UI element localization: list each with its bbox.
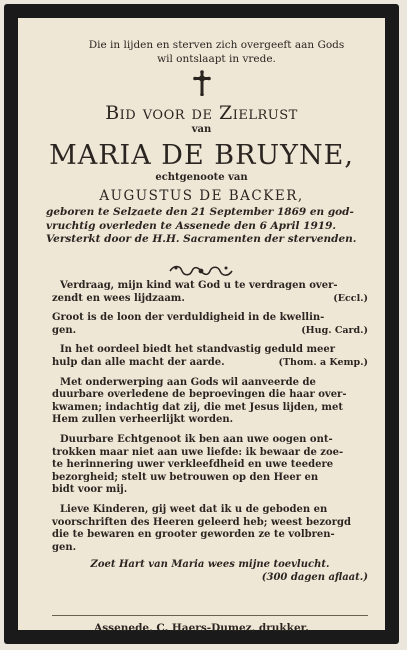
paragraph-kinderen bbox=[52, 504, 368, 554]
text-line: In het oordeel biedt het standvastig geduld meer bbox=[60, 344, 336, 356]
paragraph-eccl bbox=[52, 280, 368, 305]
text-line: Verdraag, mijn kind wat God u te verdragen over- bbox=[60, 280, 338, 291]
text-line bbox=[52, 293, 368, 306]
text-line: bezorgheid; stelt uw betrouwen op den Heer en bbox=[52, 471, 319, 483]
text-line: trokken maar niet aan uwe liefde: ik bewaar de zoe- bbox=[52, 446, 344, 458]
epigraph-line: Die in lijden en sterven zich overgeeft aan Gods bbox=[88, 39, 345, 51]
paragraph-onderwerping bbox=[52, 377, 368, 427]
printer-credit: Assenede, C. Haers-Dumez, drukker. bbox=[94, 622, 309, 634]
scroll-ornament-icon bbox=[168, 263, 234, 279]
epigraph-line: wil ontslaapt in vrede. bbox=[157, 53, 276, 65]
indulgence: (300 dagen aflaat.) bbox=[261, 571, 368, 583]
text-line-part: zendt en wees lijdzaam. bbox=[52, 292, 185, 304]
heading: Bid voor de Zielrust bbox=[105, 102, 298, 124]
text-line: voorschriften des Heeren geleerd heb; weest bezorgd bbox=[52, 516, 351, 528]
card-paper bbox=[18, 18, 385, 634]
prayer: Zoet Hart van Maria wees mijne toevlucht. bbox=[90, 559, 330, 571]
text-line: die te bewaren en grooter geworden ze te volbren- bbox=[52, 529, 335, 541]
van-label: van bbox=[191, 124, 212, 135]
text-line-part: gen. bbox=[52, 324, 77, 336]
text-line: Hem zullen verheerlijkt worden. bbox=[52, 414, 234, 426]
birth-death-details bbox=[46, 206, 361, 247]
text-line: kwamen; indachtig dat zij, die met Jesus lijden, met bbox=[52, 401, 343, 413]
text-line: Lieve Kinderen, gij weet dat ik u de geboden en bbox=[60, 503, 328, 515]
text-line: te herinnering uwer verkleefdheid en uwe teedere bbox=[52, 459, 334, 471]
memorial-card bbox=[4, 4, 399, 644]
text-line: gen. bbox=[52, 541, 77, 553]
text-line: Met onderwerping aan Gods wil aanveerde de bbox=[60, 376, 316, 388]
deceased-name: MARIA DE BRUYNE, bbox=[49, 140, 354, 171]
text-line: Duurbare Echtgenoot ik ben aan uwe oogen ont- bbox=[60, 433, 333, 445]
text-body bbox=[52, 280, 368, 584]
divider bbox=[52, 615, 368, 616]
text-line bbox=[52, 325, 368, 338]
born-line: geboren te Selzaete den 21 September 1869 en god- bbox=[46, 206, 354, 218]
text-line: bidt voor mij. bbox=[52, 484, 128, 496]
born-line: vruchtig overleden te Assenede den 6 April 1919. bbox=[46, 219, 337, 232]
cross-icon bbox=[193, 70, 211, 96]
source-citation: (Hug. Card.) bbox=[301, 324, 368, 336]
text-line: duurbare overledene de beproevingen die haar over- bbox=[52, 389, 347, 401]
text-line-part: hulp dan alle macht der aarde. bbox=[52, 356, 225, 368]
source-citation: (Eccl.) bbox=[333, 292, 368, 304]
paragraph-hug bbox=[52, 312, 368, 337]
paragraph-echtgenoot bbox=[52, 434, 368, 497]
text-line: Groot is de loon der verduldigheid in de kwellin- bbox=[52, 312, 325, 324]
source-citation: (Thom. a Kemp.) bbox=[278, 356, 368, 368]
text-line bbox=[52, 357, 368, 370]
epigraph bbox=[54, 38, 379, 66]
spouse-label: echtgenoote van bbox=[155, 172, 248, 183]
spouse-name: AUGUSTUS DE BACKER, bbox=[99, 188, 304, 204]
paragraph-thom bbox=[52, 344, 368, 369]
born-line: Versterkt door de H.H. Sacramenten der stervenden. bbox=[46, 233, 357, 245]
